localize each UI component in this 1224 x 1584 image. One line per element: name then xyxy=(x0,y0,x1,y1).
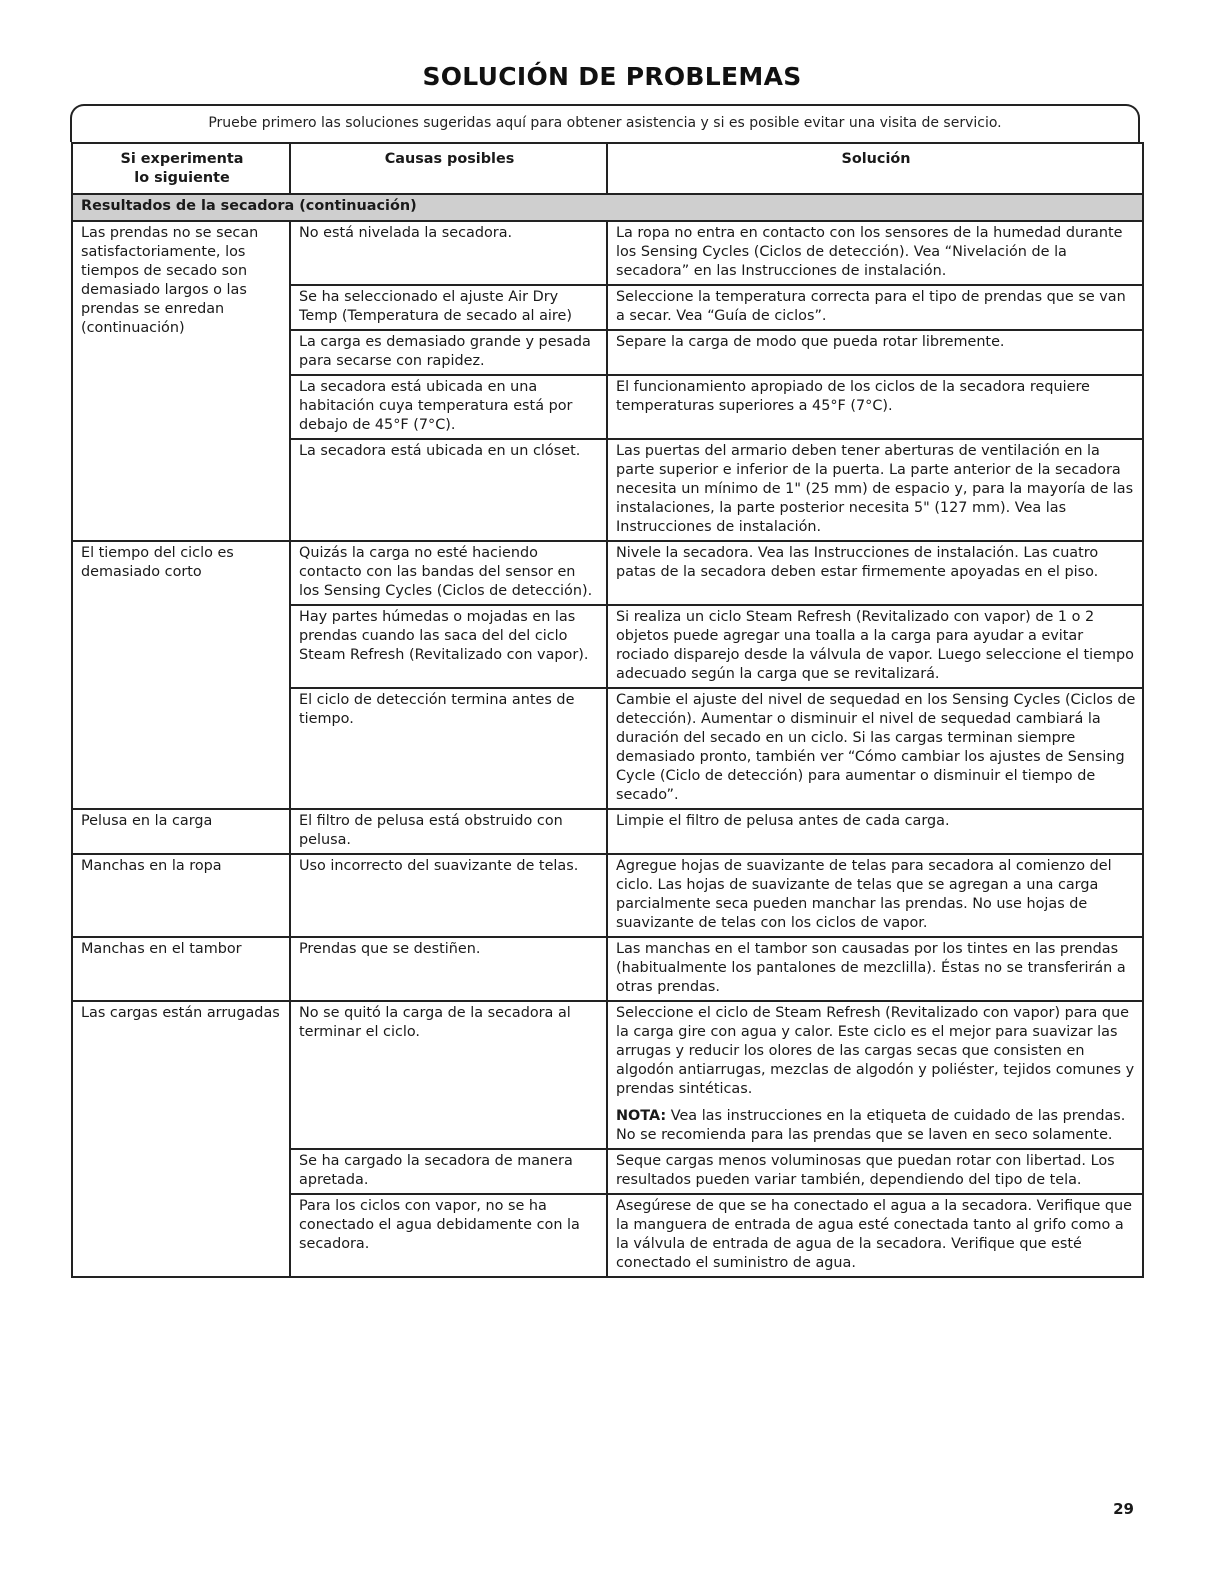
solution-cell: El funcionamiento apropiado de los ciclos de la secadora requiere temperaturas superiores a 45°F (7°C). xyxy=(607,375,1143,439)
solution-cell: Seleccione la temperatura correcta para el tipo de prendas que se van a secar. Vea “Guía de ciclos”. xyxy=(607,285,1143,330)
table-row xyxy=(72,937,1143,1001)
table-row xyxy=(72,541,1143,605)
cause-cell: No está nivelada la secadora. xyxy=(290,221,607,285)
header-causes: Causas posibles xyxy=(290,143,607,194)
solution-cell: Limpie el filtro de pelusa antes de cada carga. xyxy=(607,809,1143,854)
table-row xyxy=(72,809,1143,854)
section-row xyxy=(72,194,1143,221)
problem-cell: Las cargas están arrugadas xyxy=(72,1001,290,1277)
cause-cell: El filtro de pelusa está obstruido con pelusa. xyxy=(290,809,607,854)
table-row xyxy=(72,1001,1143,1149)
solution-cell: Cambie el ajuste del nivel de sequedad en los Sensing Cycles (Ciclos de detección). Aumentar o disminuir el nivel de sequedad cambiará la duración del secado en un ciclo. Si las cargas terminan siempre demasiado pronto, también ver “Cómo cambiar los ajustes de Sensing Cycle (Ciclo de detección) para aumentar o disminuir el tiempo de secado”. xyxy=(607,688,1143,809)
page-title: SOLUCIÓN DE PROBLEMAS xyxy=(422,62,802,91)
page-number: 29 xyxy=(1113,1500,1134,1518)
problem-cell: Manchas en la ropa xyxy=(72,854,290,937)
solution-cell: Seque cargas menos voluminosas que puedan rotar con libertad. Los resultados pueden variar también, dependiendo del tipo de tela. xyxy=(607,1149,1143,1194)
table-row xyxy=(72,854,1143,937)
solution-cell: Asegúrese de que se ha conectado el agua a la secadora. Verifique que la manguera de entrada de agua esté conectada tanto al grifo como a la válvula de entrada de agua de la secadora. Verifique que esté conectado el suministro de agua. xyxy=(607,1194,1143,1277)
cause-cell: Se ha seleccionado el ajuste Air Dry Temp (Temperatura de secado al aire) xyxy=(290,285,607,330)
solution-cell: Las manchas en el tambor son causadas por los tintes en las prendas (habitualmente los pantalones de mezclilla). Éstas no se transferirán a otras prendas. xyxy=(607,937,1143,1001)
header-row xyxy=(72,143,1143,194)
solution-cell: Agregue hojas de suavizante de telas para secadora al comienzo del ciclo. Las hojas de suavizante de telas que se agregan a una carga parcialmente seca pueden manchar las prendas. No use hojas de suavizante de telas con los ciclos de vapor. xyxy=(607,854,1143,937)
intro-text: Pruebe primero las soluciones sugeridas aquí para obtener asistencia y si es posible evitar una visita de servicio. xyxy=(208,115,1002,131)
cause-cell: El ciclo de detección termina antes de tiempo. xyxy=(290,688,607,809)
header-problem: Si experimenta lo siguiente xyxy=(72,143,290,194)
problem-cell: El tiempo del ciclo es demasiado corto xyxy=(72,541,290,809)
problem-cell: Manchas en el tambor xyxy=(72,937,290,1001)
cause-cell: Quizás la carga no esté haciendo contacto con las bandas del sensor en los Sensing Cycles (Ciclos de detección). xyxy=(290,541,607,605)
solution-cell: La ropa no entra en contacto con los sensores de la humedad durante los Sensing Cycles (Ciclos de detección). Vea “Nivelación de la secadora” en las Instrucciones de instalación. xyxy=(607,221,1143,285)
solution-cell: Nivele la secadora. Vea las Instrucciones de instalación. Las cuatro patas de la secadora deben estar firmemente apoyadas en el piso. xyxy=(607,541,1143,605)
section-label: Resultados de la secadora (continuación) xyxy=(72,194,1143,221)
solution-cell: Si realiza un ciclo Steam Refresh (Revitalizado con vapor) de 1 o 2 objetos puede agregar una toalla a la carga para ayudar a evitar rociado disparejo desde la válvula de vapor. Luego seleccione el tiempo adecuado según la carga que se revitalizará. xyxy=(607,605,1143,688)
problem-cell: Pelusa en la carga xyxy=(72,809,290,854)
cause-cell: Uso incorrecto del suavizante de telas. xyxy=(290,854,607,937)
cause-cell: La carga es demasiado grande y pesada para secarse con rapidez. xyxy=(290,330,607,375)
cause-cell: Se ha cargado la secadora de manera apretada. xyxy=(290,1149,607,1194)
cause-cell: No se quitó la carga de la secadora al terminar el ciclo. xyxy=(290,1001,607,1149)
note-text: Vea las instrucciones en la etiqueta de cuidado de las prendas. No se recomienda para las prendas que se laven en seco solamente. xyxy=(616,1108,1126,1143)
table-row xyxy=(72,221,1143,285)
note-label: NOTA: xyxy=(616,1108,667,1124)
cause-cell: Para los ciclos con vapor, no se ha conectado el agua debidamente con la secadora. xyxy=(290,1194,607,1277)
solution-cell: Separe la carga de modo que pueda rotar libremente. xyxy=(607,330,1143,375)
cause-cell: Hay partes húmedas o mojadas en las prendas cuando las saca del del ciclo Steam Refresh (Revitalizado con vapor). xyxy=(290,605,607,688)
cause-cell: Prendas que se destiñen. xyxy=(290,937,607,1001)
solution-text: Seleccione el ciclo de Steam Refresh (Revitalizado con vapor) para que la carga gire con agua y calor. Este ciclo es el mejor para suavizar las arrugas y reducir los olores de las cargas secas que consisten en algodón antiarrugas, mezclas de algodón y poliéster, tejidos comunes y prendas sintéticas. xyxy=(616,1005,1135,1097)
cause-cell: La secadora está ubicada en un clóset. xyxy=(290,439,607,541)
solution-cell xyxy=(607,1001,1143,1149)
solution-cell: Las puertas del armario deben tener aberturas de ventilación en la parte superior e inferior de la puerta. La parte anterior de la secadora necesita un mínimo de 1" (25 mm) de espacio y, para la mayoría de las instalaciones, la parte posterior necesita 5" (127 mm). Vea las Instrucciones de instalación. xyxy=(607,439,1143,541)
cause-cell: La secadora está ubicada en una habitación cuya temperatura está por debajo de 45°F (7°C). xyxy=(290,375,607,439)
header-solution: Solución xyxy=(607,143,1143,194)
troubleshooting-table xyxy=(71,142,1144,1278)
note-paragraph xyxy=(616,1107,1136,1145)
problem-cell: Las prendas no se secan satisfactoriamente, los tiempos de secado son demasiado largos o las prendas se enredan (continuación) xyxy=(72,221,290,541)
